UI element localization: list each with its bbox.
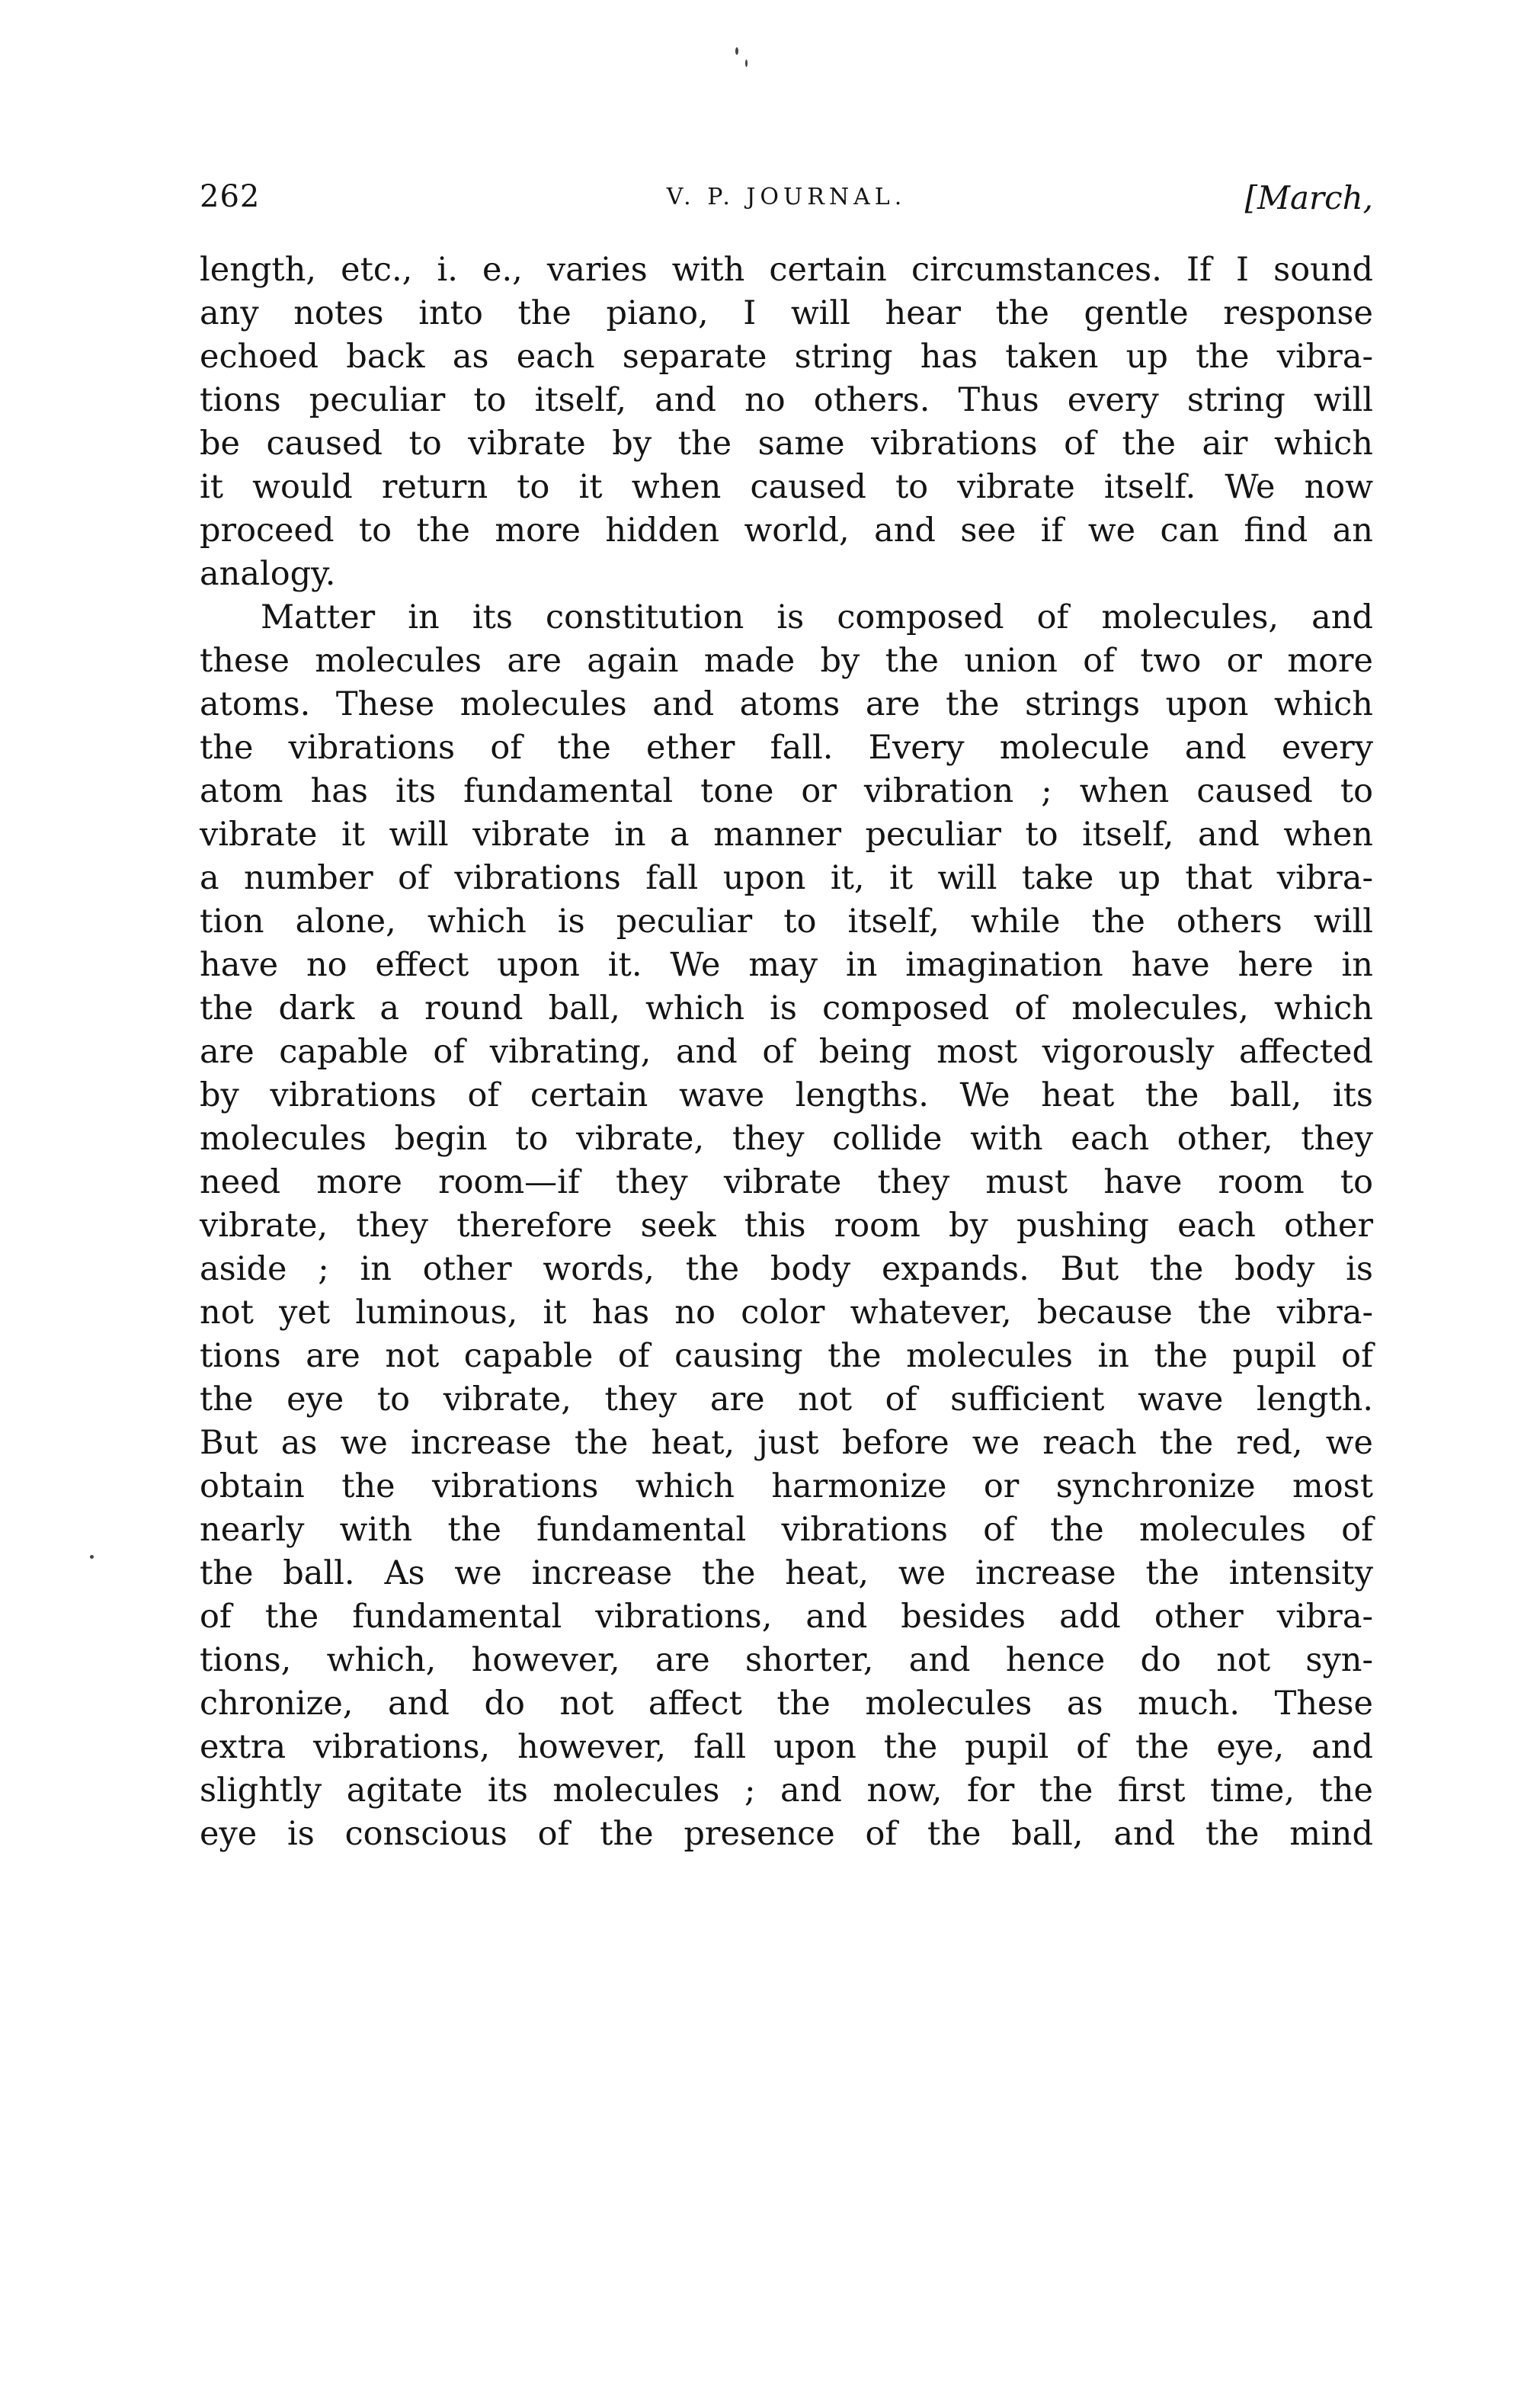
text-line: be caused to vibrate by the same vibrations of the air which [200, 425, 1373, 463]
text-line: But as we increase the heat, just before we reach the red, we [200, 1424, 1373, 1462]
text-line: obtain the vibrations which harmonize or synchronize most [200, 1467, 1373, 1505]
text-line: these molecules are again made by the union of two or more [200, 642, 1373, 680]
text-line: tion alone, which is peculiar to itself, while the others will [200, 902, 1373, 941]
text-line: of the fundamental vibrations, and besides add other vibra- [200, 1598, 1373, 1636]
text-line: by vibrations of certain wave lengths. We heat the ball, its [200, 1076, 1373, 1114]
text-line: the ball. As we increase the heat, we increase the intensity [200, 1554, 1373, 1592]
text-line: have no effect upon it. We may in imagination have here in [200, 946, 1373, 984]
text-line: it would return to it when caused to vibrate itself. We now [200, 468, 1373, 506]
text-line: a number of vibrations fall upon it, it will take up that vibra- [200, 859, 1373, 897]
text-line: length, etc., i. e., varies with certain circumstances. If I sound [200, 251, 1373, 289]
text-line: the vibrations of the ether fall. Every molecule and every [200, 729, 1373, 767]
text-line: eye is conscious of the presence of the ball, and the mind [200, 1815, 1373, 1853]
scan-speck [90, 1555, 94, 1559]
scan-speck [745, 59, 748, 67]
text-line: need more room—if they vibrate they must have room to [200, 1163, 1373, 1201]
body-text [200, 248, 1373, 1856]
text-line: vibrate it will vibrate in a manner peculiar to itself, and when [200, 816, 1373, 854]
scan-speck [735, 47, 738, 55]
page-number: 262 [200, 179, 261, 214]
running-header [200, 179, 1373, 232]
text-line: analogy. [200, 555, 336, 593]
text-line: the dark a round ball, which is composed of molecules, which [200, 989, 1373, 1027]
running-title: V. P. JOURNAL. [666, 184, 907, 210]
text-line: atoms. These molecules and atoms are the strings upon which [200, 685, 1373, 723]
text-line: the eye to vibrate, they are not of sufficient wave length. [200, 1380, 1373, 1419]
text-line: not yet luminous, it has no color whatever, because the vibra- [200, 1294, 1373, 1332]
text-line: atom has its fundamental tone or vibration ; when caused to [200, 772, 1373, 810]
text-line: slightly agitate its molecules ; and now, for the first time, the [200, 1771, 1373, 1810]
text-line: tions are not capable of causing the molecules in the pupil of [200, 1337, 1373, 1375]
text-line: tions, which, however, are shorter, and hence do not syn- [200, 1641, 1373, 1679]
text-line: vibrate, they therefore seek this room by pushing each other [200, 1207, 1373, 1245]
text-line: nearly with the fundamental vibrations of the molecules of [200, 1511, 1373, 1549]
text-line: molecules begin to vibrate, they collide with each other, they [200, 1120, 1373, 1158]
text-line: any notes into the piano, I will hear the gentle response [200, 294, 1373, 332]
text-line: are capable of vibrating, and of being most vigorously affected [200, 1033, 1373, 1071]
running-month: [March, [1244, 179, 1373, 216]
text-line: extra vibrations, however, fall upon the pupil of the eye, and [200, 1728, 1373, 1766]
text-line: aside ; in other words, the body expands. But the body is [200, 1250, 1373, 1288]
text-line: proceed to the more hidden world, and see if we can find an [200, 511, 1373, 550]
text-line: chronize, and do not affect the molecules as much. These [200, 1685, 1373, 1723]
text-line: Matter in its constitution is composed of molecules, and [261, 598, 1373, 636]
text-line: echoed back as each separate string has taken up the vibra- [200, 338, 1373, 376]
text-line: tions peculiar to itself, and no others. Thus every string will [200, 381, 1373, 419]
